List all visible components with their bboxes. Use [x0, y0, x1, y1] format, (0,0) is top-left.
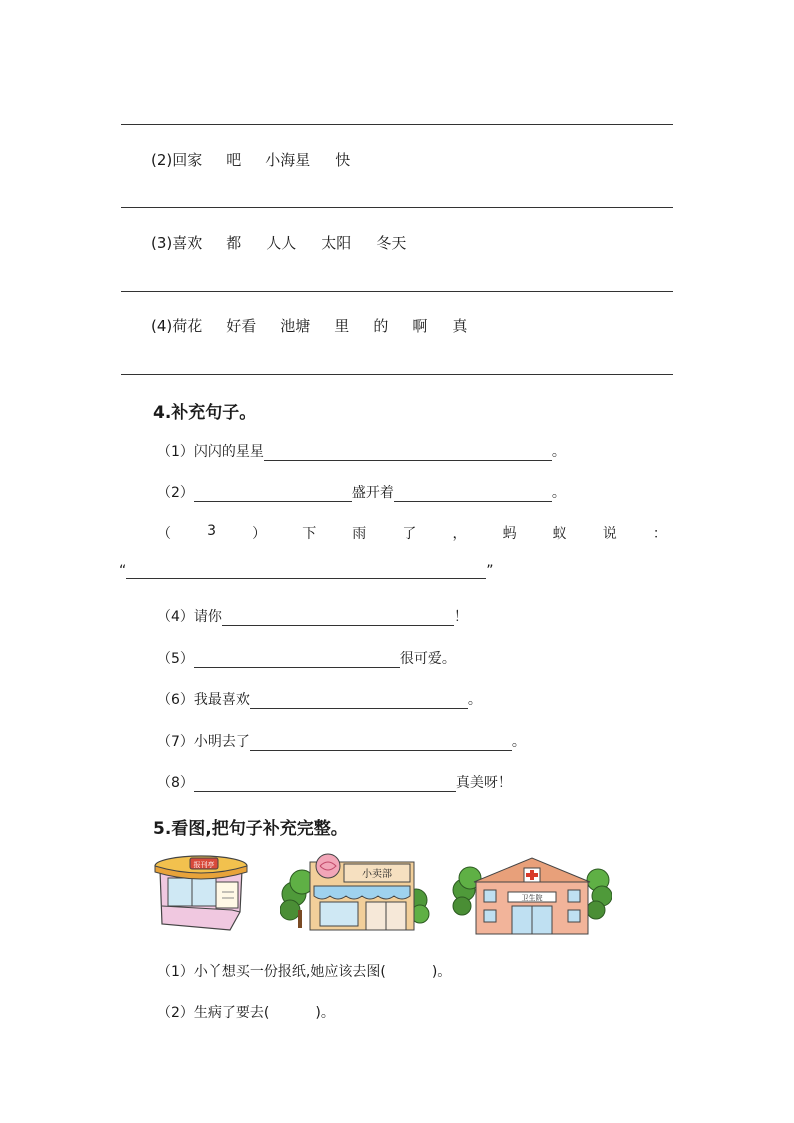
sentence-number: （4）: [157, 609, 194, 625]
sentence-end: 。: [551, 485, 566, 501]
fill-blank[interactable]: [194, 777, 456, 792]
sentence-end: 真美呀！: [455, 775, 512, 791]
sentence-8: [157, 772, 512, 792]
word: 真: [452, 317, 468, 335]
word: 太阳: [321, 234, 352, 252]
sentence-number: （5）: [157, 651, 194, 667]
word: 荷花: [172, 317, 203, 335]
question-number: （1）: [157, 964, 194, 980]
sentence-prefix: 小明去了: [193, 734, 250, 750]
answer-line[interactable]: [121, 124, 673, 125]
word: 里: [334, 317, 350, 335]
answer-line[interactable]: [121, 207, 673, 208]
sentence-end: 。: [467, 692, 482, 708]
char: ：: [652, 526, 667, 542]
word: 吧: [226, 151, 242, 169]
question-close: )。: [315, 1005, 335, 1021]
char: （: [157, 526, 171, 542]
question-text: 生病了要去(: [193, 1005, 270, 1021]
clinic-sign: 卫生院: [521, 894, 543, 902]
sentence-1: [157, 441, 566, 461]
sentence-number: （2）: [157, 485, 194, 501]
sentence-7: [157, 731, 526, 751]
word: 回家: [172, 151, 203, 169]
open-quote: “: [119, 563, 127, 579]
word: 人人: [266, 234, 297, 252]
sentence-3-quote: [119, 563, 494, 579]
sentence-end: 很可爱。: [399, 651, 456, 667]
question-2: [157, 1002, 335, 1022]
kiosk-picture: [152, 852, 252, 934]
section-5-title: 5.看图,把句子补充完整。: [153, 819, 348, 839]
char: ）: [252, 526, 267, 542]
reorder-item-4: [151, 315, 467, 336]
char: ，: [452, 526, 467, 542]
answer-slot[interactable]: [386, 967, 432, 981]
shop-sign: 小卖部: [362, 869, 392, 880]
sentence-4: [157, 606, 468, 626]
sentence-end: ！: [453, 609, 468, 625]
sentence-6: [157, 689, 482, 709]
sentence-middle: 盛开着: [351, 485, 394, 501]
word: 喜欢: [172, 234, 203, 252]
word: 冬天: [376, 234, 407, 252]
word: 快: [335, 151, 351, 169]
sentence-number: （8）: [157, 775, 194, 791]
word: 的: [373, 317, 389, 335]
char: 雨: [352, 526, 367, 542]
fill-blank[interactable]: [394, 487, 552, 502]
fill-blank[interactable]: [222, 611, 454, 626]
reorder-item-2: [151, 149, 350, 170]
char: 蚁: [552, 526, 567, 542]
close-quote: ”: [486, 563, 494, 579]
sentence-end: 。: [511, 734, 526, 750]
question-close: )。: [431, 964, 452, 980]
char: 下: [302, 526, 317, 542]
char: 了: [402, 526, 417, 542]
char: 3: [207, 523, 217, 539]
question-text: 小丫想买一份报纸,她应该去图(: [193, 964, 386, 980]
question-1: [157, 961, 451, 981]
shop-picture: [280, 852, 430, 934]
reorder-item-3: [151, 232, 406, 253]
sentence-prefix: 我最喜欢: [193, 692, 250, 708]
sentence-prefix: 请你: [193, 609, 222, 625]
fill-blank[interactable]: [250, 694, 468, 709]
answer-line[interactable]: [121, 374, 673, 375]
item-number: (2): [151, 150, 173, 169]
fill-blank[interactable]: [264, 446, 552, 461]
fill-blank[interactable]: [126, 564, 486, 579]
fill-blank[interactable]: [194, 487, 352, 502]
word: 好看: [226, 317, 257, 335]
fill-blank[interactable]: [194, 653, 400, 668]
section-4-title: 4.补充句子。: [153, 403, 257, 423]
item-number: (4): [151, 316, 173, 335]
sentence-2: [157, 482, 566, 502]
word: 池塘: [280, 317, 311, 335]
sentence-prefix: 闪闪的星星: [193, 444, 264, 460]
sentence-number: （1）: [157, 444, 194, 460]
word: 都: [226, 234, 242, 252]
word: 小海星: [265, 151, 311, 169]
sentence-5: [157, 648, 456, 668]
answer-slot[interactable]: [269, 1008, 315, 1022]
kiosk-sign: 报刊亭: [193, 861, 215, 869]
sentence-number: （7）: [157, 734, 194, 750]
char: 说: [602, 526, 617, 542]
word: 啊: [412, 317, 428, 335]
item-number: (3): [151, 233, 173, 252]
fill-blank[interactable]: [250, 736, 512, 751]
sentence-3-prompt: [157, 523, 667, 543]
sentence-end: 。: [551, 444, 566, 460]
clinic-picture: [452, 852, 612, 938]
question-number: （2）: [157, 1005, 194, 1021]
answer-line[interactable]: [121, 291, 673, 292]
char: 蚂: [502, 526, 517, 542]
sentence-number: （6）: [157, 692, 194, 708]
